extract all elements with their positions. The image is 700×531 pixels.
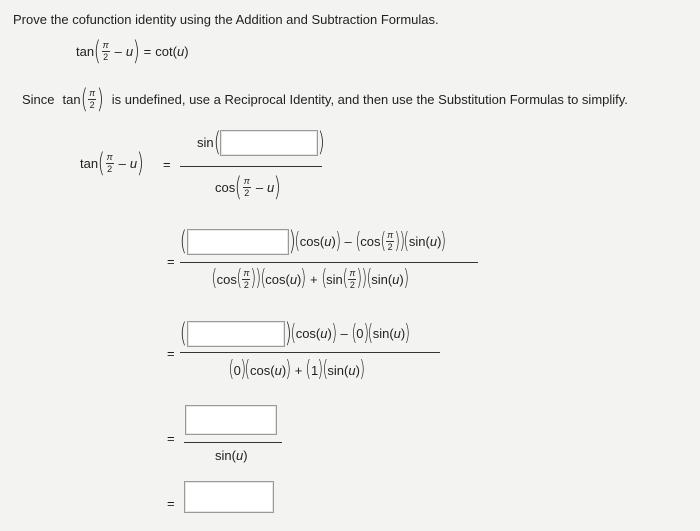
fraction-bar [184,442,282,443]
equals-sign: = [167,346,175,361]
tan-label: tan [76,44,95,59]
step3-numerator: ( ) ( cos ( u ) ) – ( 0 ) ( sin ( u ) ) [179,318,411,349]
step1-sin-argument-input[interactable] [220,130,318,156]
step2-numerator: ( ) ( cos ( u ) ) – ( cos ( $\frac{\pi}{2}$ ) ) ( sin ( u ) ) [179,226,447,257]
step3-denominator: ( 0 ) ( cos ( u ) ) + ( 1 ) ( sin ( u ) ) [228,357,366,382]
problem-prompt: Prove the cofunction identity using the Addition and Subtraction Formulas. [13,12,439,27]
fraction-bar [180,262,478,263]
step3-first-factor-input[interactable] [187,321,285,347]
step1-lhs: tan ( $\frac{\pi}{2}$ – u ) [80,148,144,179]
step2-denominator: ( cos ( $\frac{\pi}{2}$ ) ) ( cos ( u ) ) + ( sin ( $\frac{\pi}{2}$ ) ) ( sin ( u ) ) [211,266,409,291]
equals-sign: = [167,496,175,511]
identity-statement: tan ( $\frac{\pi}{2}$ – u ) = cot ( u ) [76,36,189,67]
equals-sign: = [167,254,175,269]
step5-result-input[interactable] [184,481,274,513]
step4-denominator: sin ( u ) [215,448,248,463]
equals-sign: = [163,157,171,172]
step4-numerator-input[interactable] [185,405,277,435]
fraction-bar [180,166,322,167]
step2-first-factor-input[interactable] [187,229,289,255]
step1-numerator: sin ( ) [197,127,325,158]
equals-sign: = [167,431,175,446]
cot-label: cot [155,44,173,59]
fraction-bar [180,352,440,353]
pi-over-2: $\frac{\pi}{2}$ [102,40,109,62]
instruction-line: Since tan ( $\frac{\pi}{2}$ ) is undefined, use a Reciprocal Identity, and then use the Substitution Formulas to simplify. [22,84,628,115]
step1-denominator: cos ( $\frac{\pi}{2}$ – u ) [215,172,281,203]
